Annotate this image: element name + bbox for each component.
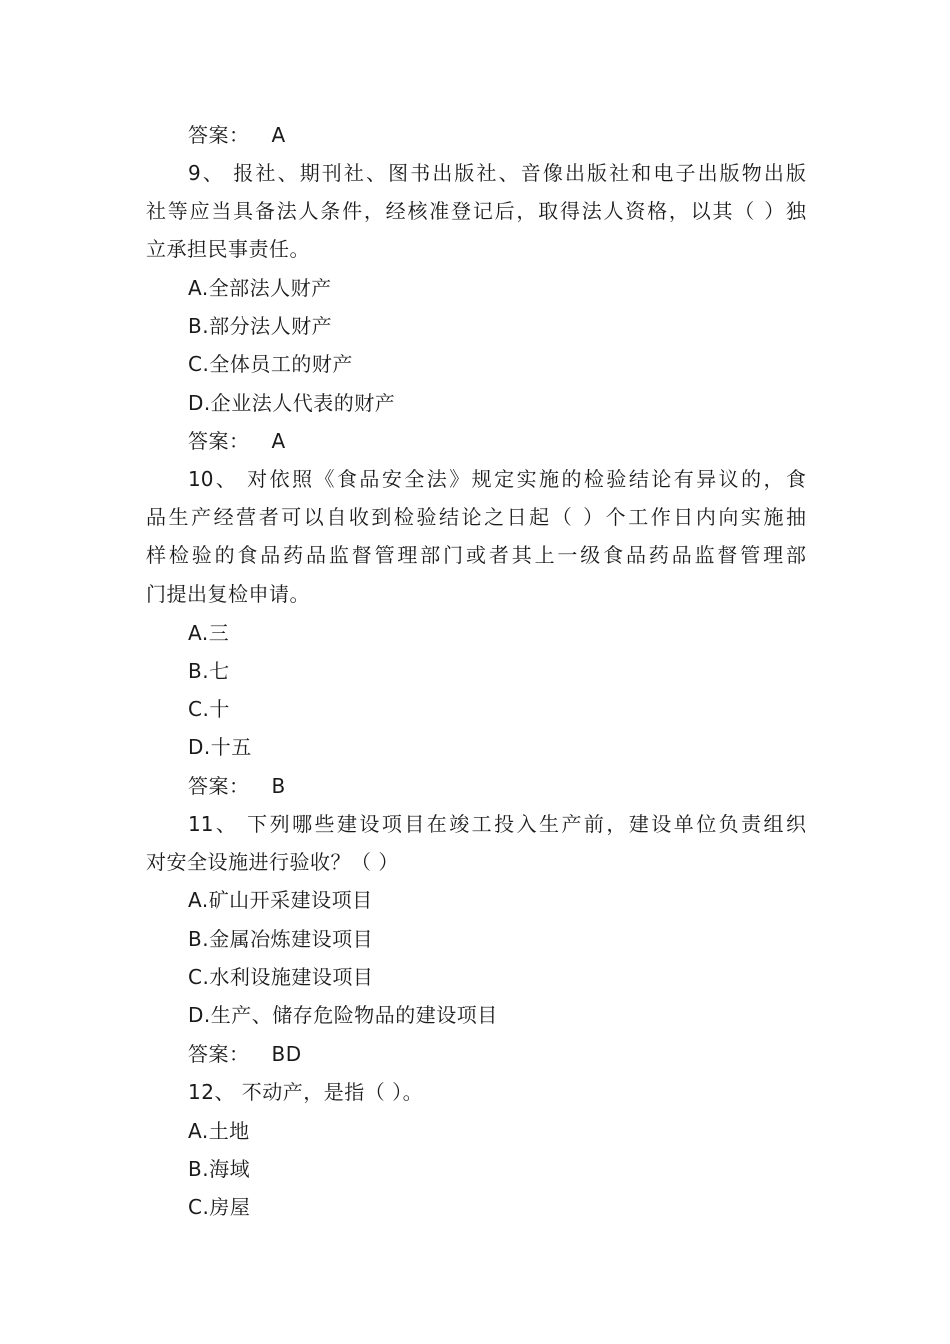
option-d: D.生产、储存危险物品的建设项目: [188, 1003, 498, 1027]
option-d: D.企业法人代表的财产: [188, 391, 396, 415]
question-9-line-2: 社等应当具备法人条件，经核准登记后，取得法人资格，以其（ ）独: [146, 199, 806, 223]
option-a: A.三: [188, 621, 230, 645]
answer-line: [188, 772, 286, 800]
answer-label: 答案：: [188, 774, 250, 798]
option-a: A.全部法人财产: [188, 276, 332, 300]
answer-label: 答案：: [188, 123, 250, 147]
option-a: A.土地: [188, 1119, 250, 1143]
question-12-line-1: 12、 不动产，是指（ ）。: [188, 1080, 424, 1104]
question-11-line-2: 对安全设施进行验收？（ ）: [146, 850, 399, 874]
option-b: B.部分法人财产: [188, 314, 333, 338]
question-10-line-3: 样检验的食品药品监督管理部门或者其上一级食品药品监督管理部: [146, 543, 806, 567]
answer-label: 答案：: [188, 1042, 250, 1066]
question-11-line-1: 11、 下列哪些建设项目在竣工投入生产前，建设单位负责组织: [188, 812, 806, 836]
question-9-line-1: 9、 报社、期刊社、图书出版社、音像出版社和电子出版物出版: [188, 161, 806, 185]
option-c: C.水利设施建设项目: [188, 965, 374, 989]
option-b: B.海域: [188, 1157, 251, 1181]
answer-value: A: [271, 123, 286, 147]
option-c: C.十: [188, 697, 230, 721]
question-10-line-2: 品生产经营者可以自收到检验结论之日起（ ）个工作日内向实施抽: [146, 505, 806, 529]
option-b: B.七: [188, 659, 230, 683]
question-10-line-1: 10、 对依照《食品安全法》规定实施的检验结论有异议的，食: [188, 467, 806, 491]
option-c: C.全体员工的财产: [188, 352, 353, 376]
option-c: C.房屋: [188, 1195, 251, 1219]
option-a: A.矿山开采建设项目: [188, 888, 373, 912]
option-d: D.十五: [188, 735, 252, 759]
question-9-line-3: 立承担民事责任。: [146, 237, 310, 261]
question-10-line-4: 门提出复检申请。: [146, 582, 310, 606]
answer-label: 答案：: [188, 429, 250, 453]
answer-line: [188, 427, 286, 455]
answer-line: [188, 1040, 302, 1068]
answer-line: [188, 121, 286, 149]
option-b: B.金属冶炼建设项目: [188, 927, 374, 951]
answer-value: A: [271, 429, 286, 453]
answer-value: B: [271, 774, 286, 798]
answer-value: BD: [271, 1042, 302, 1066]
